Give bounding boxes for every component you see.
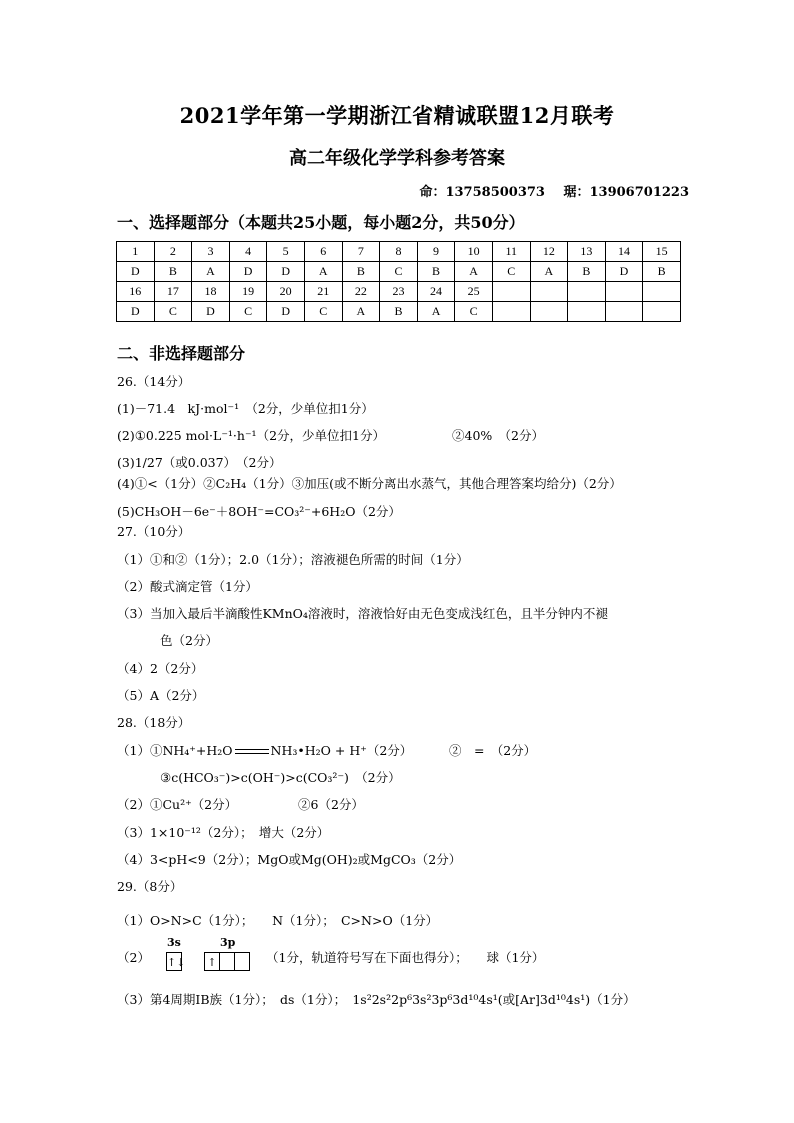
q28-line4: （4）3<pH<9（2分）；MgO或Mg(OH)₂或MgCO₃（2分） [117,852,462,867]
answer-number-cell [530,282,568,302]
q28-line3: （3）1×10⁻¹²（2分）； 增大（2分） [117,825,330,840]
answer-letter-cell: A [417,302,455,322]
q26-line1: (1)－71.4 kJ·mol⁻¹ （2分，少单位扣1分） [117,401,374,416]
q29-line2-suffix: （1分，轨道符号写在下面也得分）； 球（1分） [266,950,545,965]
q26-line5: (5)CH₃OH－6e⁻＋8OH⁻=CO₃²⁻+6H₂O（2分） [117,504,401,519]
q27-heading: 27.（10分） [117,524,191,539]
section-choice-heading: 一、选择题部分（本题共25小题，每小题2分，共50分） [117,213,525,232]
answer-letter-cell: A [530,262,568,282]
author-contacts [419,181,689,200]
answer-letter-cell [568,302,606,322]
answer-letter-cell: C [154,302,192,322]
q26-line2a: (2)①0.225 mol·L⁻¹·h⁻¹（2分，少单位扣1分） [117,428,385,443]
orbital-box-3p-1: ↑ [204,952,220,971]
answer-number-cell: 16 [117,282,155,302]
answer-number-cell: 6 [304,242,342,262]
page-title: 2021学年第一学期浙江省精诚联盟12月联考 [179,103,615,128]
table-row-numbers-2 [117,282,681,302]
q29-line1: （1）O>N>C（1分）； N（1分）； C>N>O（1分） [117,913,439,928]
author-ming: 命：13758500373 [419,185,545,200]
answer-number-cell: 20 [267,282,305,302]
answer-number-cell: 13 [568,242,606,262]
page-subtitle: 高二年级化学学科参考答案 [289,148,505,169]
answer-number-cell: 1 [117,242,155,262]
answer-number-cell [605,282,643,302]
q28-line1b: ② = （2分） [449,743,537,758]
answer-letter-cell: B [380,302,418,322]
answer-letter-cell: A [455,262,493,282]
answer-letter-cell: B [643,262,681,282]
orbital-box-3s: ↑↓ [166,952,182,971]
table-row-numbers-1 [117,242,681,262]
answer-letter-cell [530,302,568,322]
q26-heading: 26.（14分） [117,374,191,389]
answer-number-cell: 5 [267,242,305,262]
q26-line2b: ②40% （2分） [452,428,544,443]
answer-number-cell: 18 [192,282,230,302]
table-row-answers-2 [117,302,681,322]
answer-number-cell: 14 [605,242,643,262]
answer-number-cell: 25 [455,282,493,302]
answer-number-cell: 2 [154,242,192,262]
answer-letter-cell: D [605,262,643,282]
answer-number-cell: 19 [229,282,267,302]
q28-heading: 28.（18分） [117,715,191,730]
answer-number-cell: 9 [417,242,455,262]
answer-number-cell: 24 [417,282,455,302]
answer-number-cell [568,282,606,302]
answer-letter-cell: B [154,262,192,282]
q27-line5: （5）A（2分） [117,688,205,703]
equilibrium-arrow-icon [235,747,269,757]
q28-reactants: （1）①NH₄⁺+H₂O [117,743,233,758]
answer-number-cell: 12 [530,242,568,262]
answer-number-cell: 7 [342,242,380,262]
q27-line2: （2）酸式滴定管（1分） [117,579,258,594]
answer-number-cell: 23 [380,282,418,302]
answer-letter-cell: D [267,262,305,282]
answer-letter-cell: A [192,262,230,282]
author-shen: 琚：13906701223 [563,185,689,200]
answer-letter-cell: A [342,302,380,322]
answer-letter-cell: C [492,262,530,282]
answer-number-cell: 17 [154,282,192,302]
orbital-3p-label: 3p [220,936,236,949]
orbital-3s-label: 3s [167,936,181,949]
q28-line2b: ②6（2分） [298,797,364,812]
q29-heading: 29.（8分） [117,879,183,894]
answer-table [116,241,681,322]
q27-line1: （1）①和②（1分）；2.0（1分）；溶液褪色所需的时间（1分） [117,552,469,567]
answer-number-cell: 8 [380,242,418,262]
answer-number-cell: 11 [492,242,530,262]
answer-letter-cell: B [417,262,455,282]
answer-number-cell: 21 [304,282,342,302]
answer-letter-cell: C [229,302,267,322]
answer-number-cell: 4 [229,242,267,262]
q27-line4: （4）2（2分） [117,661,204,676]
q28-line2a: （2）①Cu²⁺（2分） [117,797,238,812]
answer-letter-cell: D [229,262,267,282]
answer-number-cell: 10 [455,242,493,262]
q28-line1c: ③c(HCO₃⁻)>c(OH⁻)>c(CO₃²⁻) （2分） [160,770,401,785]
section-nonchoice-heading: 二、非选择题部分 [117,344,246,363]
q28-line1 [117,741,412,759]
orbital-box-3p-2 [219,952,235,971]
answer-letter-cell [492,302,530,322]
q27-line3a: （3）当加入最后半滴酸性KMnO₄溶液时，溶液恰好由无色变成浅红色，且半分钟内不褪 [117,606,608,621]
answer-number-cell: 3 [192,242,230,262]
answer-letter-cell: C [304,302,342,322]
answer-letter-cell: D [117,262,155,282]
orbital-box-3p-3 [234,952,250,971]
q26-line4: (4)①<（1分）②C₂H₄（1分）③加压(或不断分离出水蒸气，其他合理答案均给分)（2分） [117,476,622,491]
answer-number-cell [492,282,530,302]
table-row-answers-1 [117,262,681,282]
answer-letter-cell: C [380,262,418,282]
answer-letter-cell: D [117,302,155,322]
answer-letter-cell: D [192,302,230,322]
answer-letter-cell: C [455,302,493,322]
q28-products: NH₃•H₂O + H⁺（2分） [270,743,413,758]
answer-letter-cell [643,302,681,322]
answer-letter-cell: A [304,262,342,282]
answer-letter-cell: B [342,262,380,282]
q26-line3: (3)1/27（或0.037） （2分） [117,455,282,470]
answer-number-cell: 15 [643,242,681,262]
answer-letter-cell: B [568,262,606,282]
answer-number-cell [643,282,681,302]
answer-letter-cell: D [267,302,305,322]
q29-line3: （3）第4周期IB族（1分）； ds（1分）； 1s²2s²2p⁶3s²3p⁶3d¹⁰4s¹(或[Ar]3d¹⁰4s¹)（1分） [117,992,636,1007]
answer-number-cell: 22 [342,282,380,302]
q29-line2-prefix: （2） [117,950,150,965]
answer-letter-cell [605,302,643,322]
q27-line3b: 色（2分） [160,633,218,648]
